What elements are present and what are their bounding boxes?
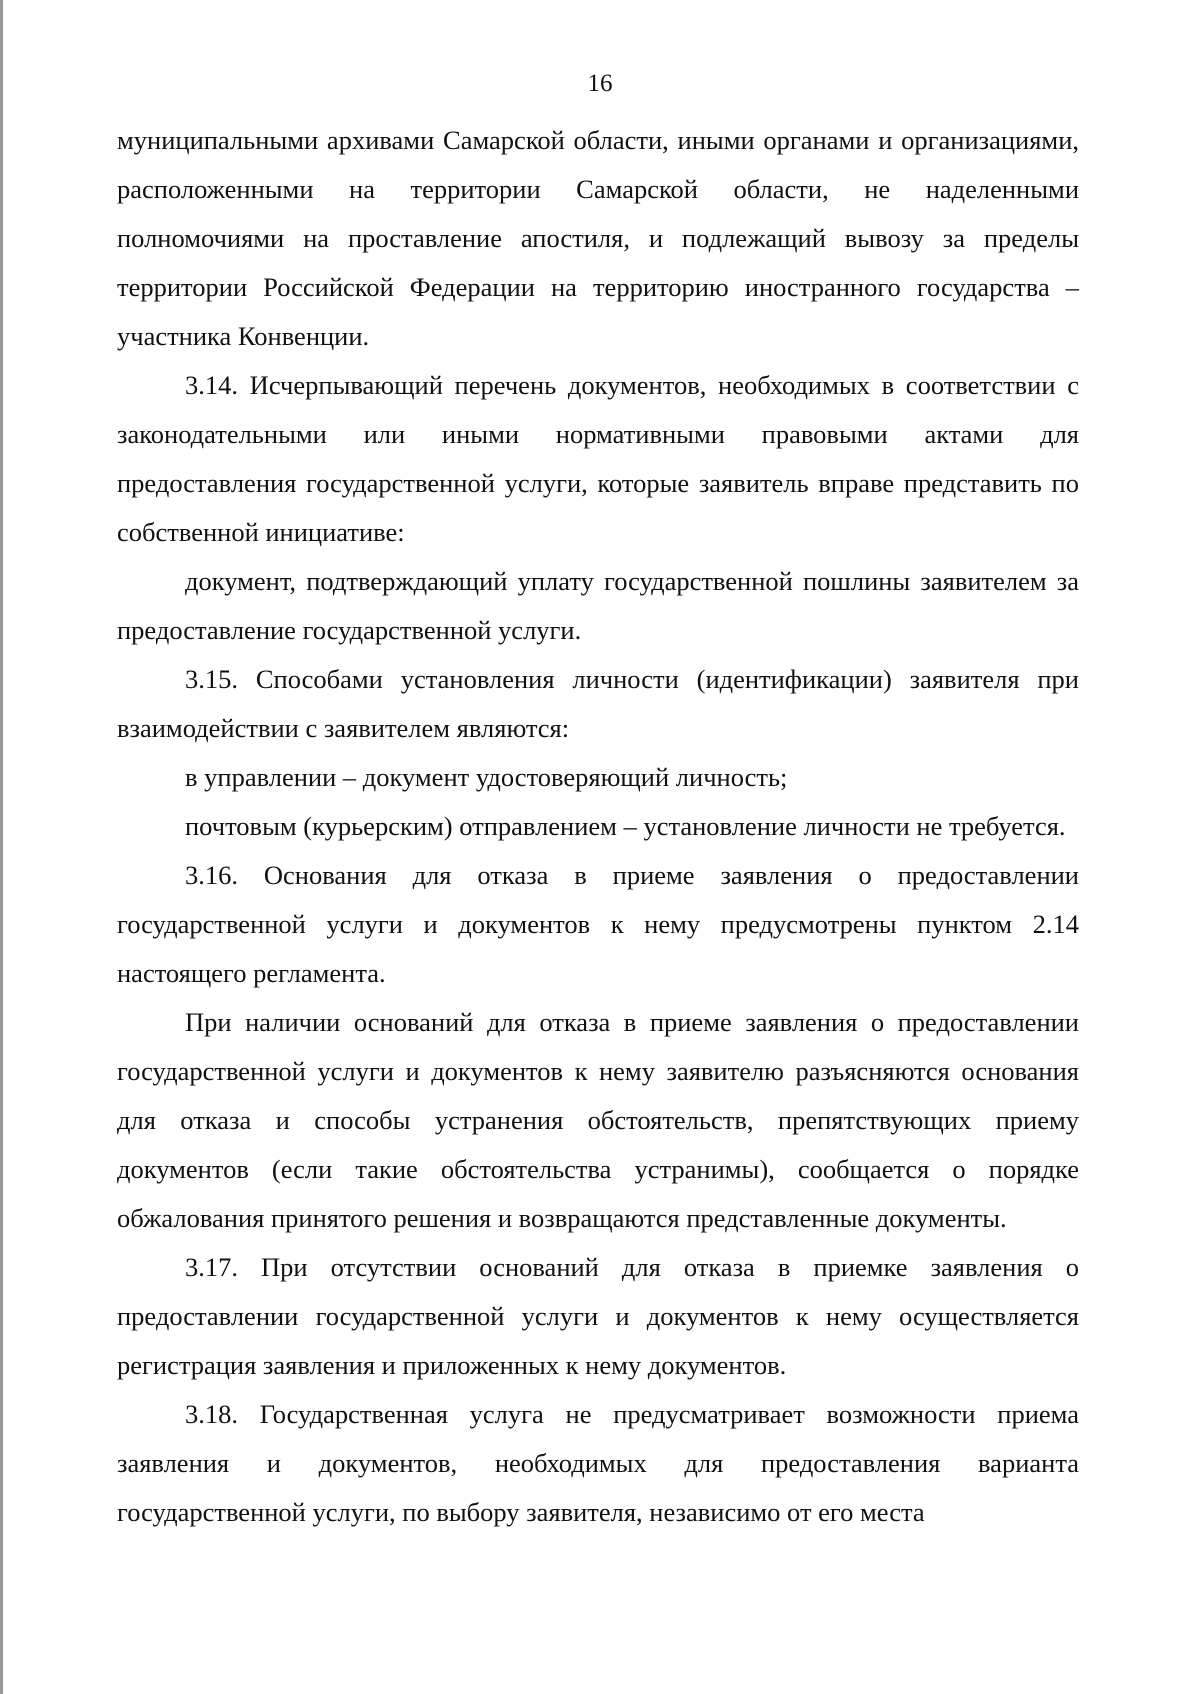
paragraph-continuation: муниципальными архивами Самарской области, иными органами и организациями, расположенными на территории Самарской области, не наделенными полномочиями на проставление апостиля, и подлежащий вывозу за пределы территории Российской Федерации на территорию иностранного государства – участника Конвенции. [117,125,1079,351]
paragraph-3-16: 3.16. Основания для отказа в приеме заявления о предоставлении государственной услуги и документов к нему предусмотрены пунктом 2.14 настоящего регламента. [117,860,1079,988]
document-body [117,116,1079,1537]
paragraph-3-15: 3.15. Способами установления личности (идентификации) заявителя при взаимодействии с заявителем являются: [117,664,1079,743]
paragraph-postal: почтовым (курьерским) отправлением – установление личности не требуется. [185,811,1066,841]
paragraph-3-18: 3.18. Государственная услуга не предусматривает возможности приема заявления и документов, необходимых для предоставления варианта государственной услуги, по выбору заявителя, независимо от его места [117,1399,1079,1527]
paragraph-in-office: в управлении – документ удостоверяющий личность; [185,762,788,792]
paragraph-fee-document: документ, подтверждающий уплату государственной пошлины заявителем за предоставление государственной услуги. [117,566,1079,645]
paragraph-3-14: 3.14. Исчерпывающий перечень документов, необходимых в соответствии с законодательными или иными нормативными правовыми актами для предоставления государственной услуги, которые заявитель вправе представить по собственной инициативе: [117,370,1079,547]
paragraph-3-17: 3.17. При отсутствии оснований для отказа в приемке заявления о предоставлении государственной услуги и документов к нему осуществляется регистрация заявления и приложенных к нему документов. [117,1252,1079,1380]
scan-left-edge [0,0,3,1694]
paragraph-refusal-explanation: При наличии оснований для отказа в приеме заявления о предоставлении государственной услуги и документов к нему заявителю разъясняются основания для отказа и способы устранения обстоятельств, препятствующих приему документов (если такие обстоятельства устранимы), сообщается о порядке обжалования принятого решения и возвращаются представленные документы. [117,1007,1079,1233]
page-number: 16 [587,70,613,97]
